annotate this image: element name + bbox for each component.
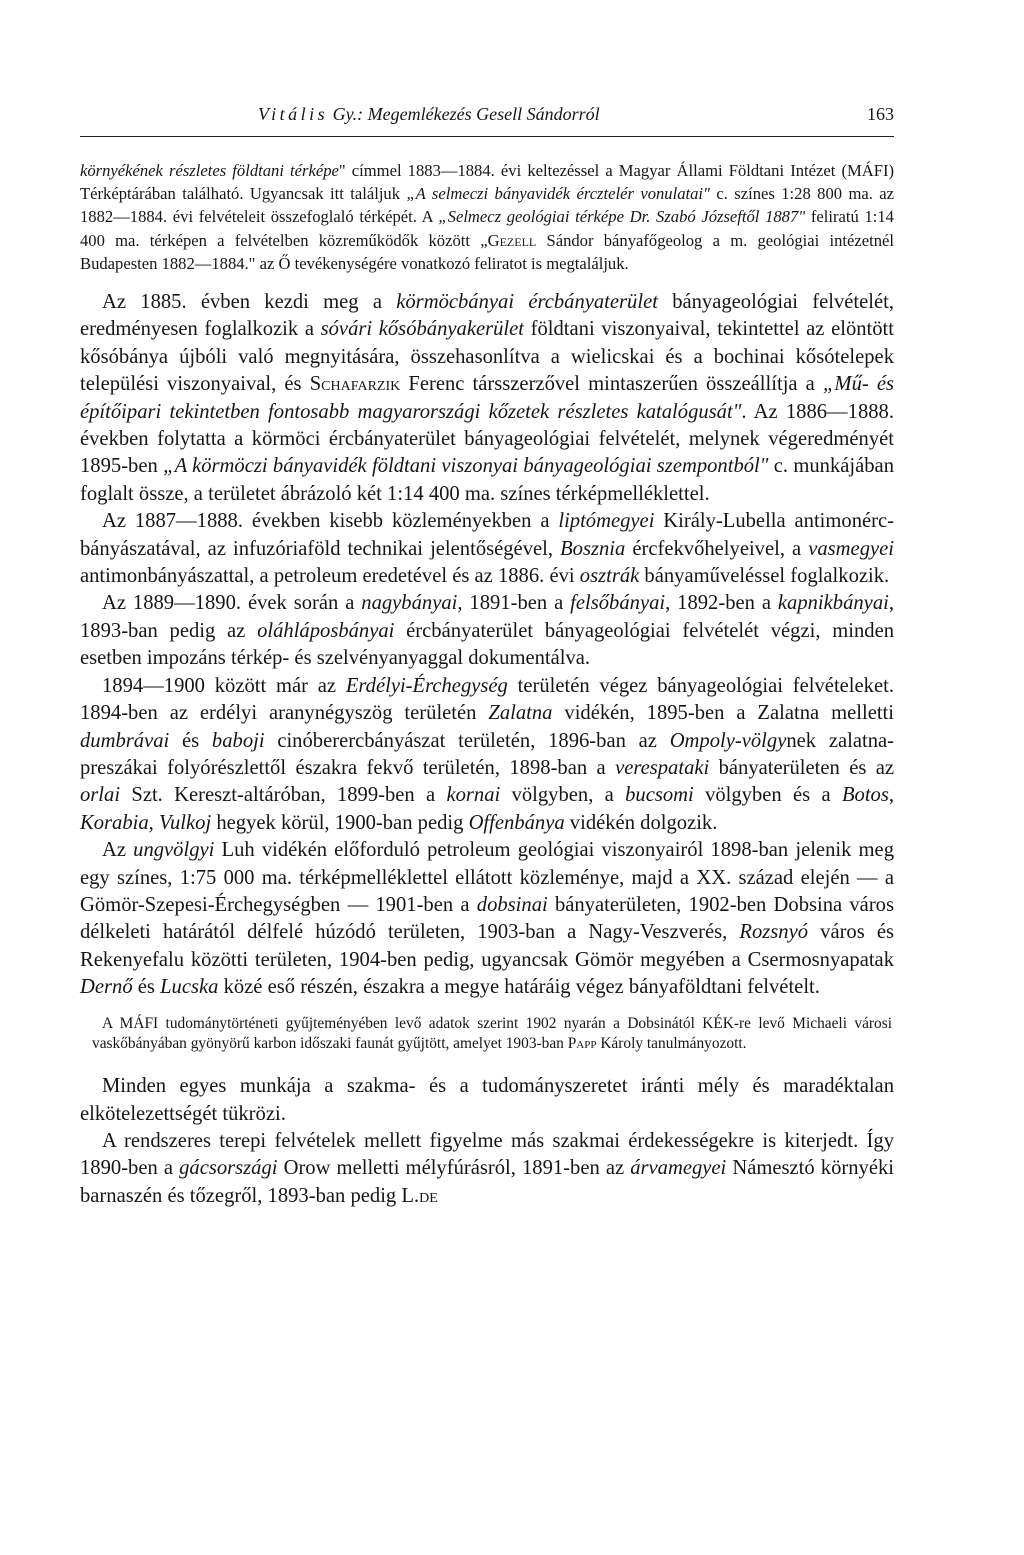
paragraph-other-interests: A rendszeres terepi felvételek mellett figyelme más szakmai érdekességekre is kiterjedt. Így 1890-ben a gácsországi Orow melletti mélyfúrásról, 1891-ben az árvamegyei Námesztó környéki barnaszén és tőzegről, 1893-ban pedig L.de [80,1129,894,1207]
running-header [80,98,894,134]
document-page [80,98,894,1210]
paragraph-1887: Az 1887—1888. években kisebb közleményekben a liptómegyei Király-Lubella antimonérc-bányászatával, az infuzóriaföld technikai jelentőségével, Bosznia ércfekvőhelyeivel, a vasmegyei antimonbányászattal, a petroleum eredetével és az 1886. évi osztrák bányaműveléssel foglalkozik. [80,510,894,588]
header-rule [80,136,894,137]
paragraph-1889: Az 1889—1890. évek során a nagybányai, 1891-ben a felsőbányai, 1892-ben a kapnikbányai, 1893-ban pedig az oláhláposbányai ércbányaterület bányageológiai felvételét végzi, minden esetben impozáns térkép- és szelvényanyaggal dokumentálva. [80,592,895,670]
paragraph-1885: Az 1885. évben kezdi meg a körmöcbányai ércbányaterület bányageológiai felvételét, eredményesen foglalkozik a sóvári kősóbányakerület földtani viszonyaival, tekintettel az elöntött kősóbánya újbóli való megnyitására, összehasonlítva a wielicskai és a bochinai kősótelepek települési viszonyaival, és Schafarzik Ferenc társszerzővel mintaszerűen összeállítja a „Mű- és építőipari tekintetben fontosabb magyarországi kőzetek részletes katalógusát". Az 1886—1888. években folytatta a körmöci ércbányaterület bányageológiai felvételét, melynek végeredményét 1895-ben „A körmöczi bányavidék földtani viszonyai bányageológiai szempontból" c. munkájában foglalt össze, a területet ábrázoló két 1:14 400 ma. színes térképmelléklettel. [80,291,895,505]
header-title: Vitális Gy.: Megemlékezés Gesell Sándorról [258,104,600,124]
paragraph-commitment: Minden egyes munkája a szakma- és a tudományszeretet iránti mély és maradéktalan elkötelezettségét tükrözi. [80,1075,894,1125]
intro-paragraph: környékének részletes földtani térképe" címmel 1883—1884. évi keltezéssel a Magyar Állami Földtani Intézet (MÁFI) Térképtárában található. Ugyancsak itt találjuk „A selmeczi bányavidék ércztelér vonulatai" c. színes 1:28 800 ma. az 1882—1884. évi felvételeit összefoglaló térképét. A „Selmecz geológiai térképe Dr. Szabó Józseftől 1887" feliratú 1:14 400 ma. térképen a felvételben közreműködők között „Gezell Sándor bányafőgeolog a m. geológiai intézetnél Budapesten 1882—1884." az Ő tevékenységére vonatkozó feliratot is megtaláljuk. [80,161,895,273]
page-number: 163 [867,104,894,124]
note-paragraph: A MÁFI tudománytörténeti gyűjteményében levő adatok szerint 1902 nyarán a Dobsinától KÉK-re levő Michaeli városi vaskőbányában gyönyörű karbon időszaki faunát gyűjtött, amelyet 1903-ban Papp Károly tanulmányozott. [92,1014,892,1053]
paragraph-1894: 1894—1900 között már az Erdélyi-Érchegység területén végez bányageológiai felvételeket. 1894-ben az erdélyi aranynégyszög területén Zalatna vidékén, 1895-ben a Zalatna melletti dumbrávai és baboji cinóberercbányászat területén, 1896-ban az Ompoly-völgynek zalatna-preszákai folyórészlettől északra fekvő területén, 1898-ban a verespataki bányaterületen és az orlai Szt. Kereszt-altáróban, 1899-ben a kornai völgyben, a bucsomi völgyben és a Botos, Korabia, Vulkoj hegyek körül, 1900-ban pedig Offenbánya vidékén dolgozik. [80,674,895,834]
paragraph-1898: Az ungvölgyi Luh vidékén előforduló petroleum geológiai viszonyairól 1898-ban jelenik meg egy színes, 1:75 000 ma. térképmelléklettel ellátott közleménye, majd a XX. század elején — a Gömör-Szepesi-Érchegységben — 1901-ben a dobsinai bányaterületen, 1902-ben Dobsina város délkeleti határától délfelé húzódó területen, 1903-ban a Nagy-Veszverés, Rozsnyó város és Rekenyefalu közötti területen, 1904-ben pedig, ugyancsak Gömör megyében a Csermosnyapatak Dernő és Lucska közé eső részén, északra a megye határáig végez bányaföldtani felvételt. [80,839,894,999]
